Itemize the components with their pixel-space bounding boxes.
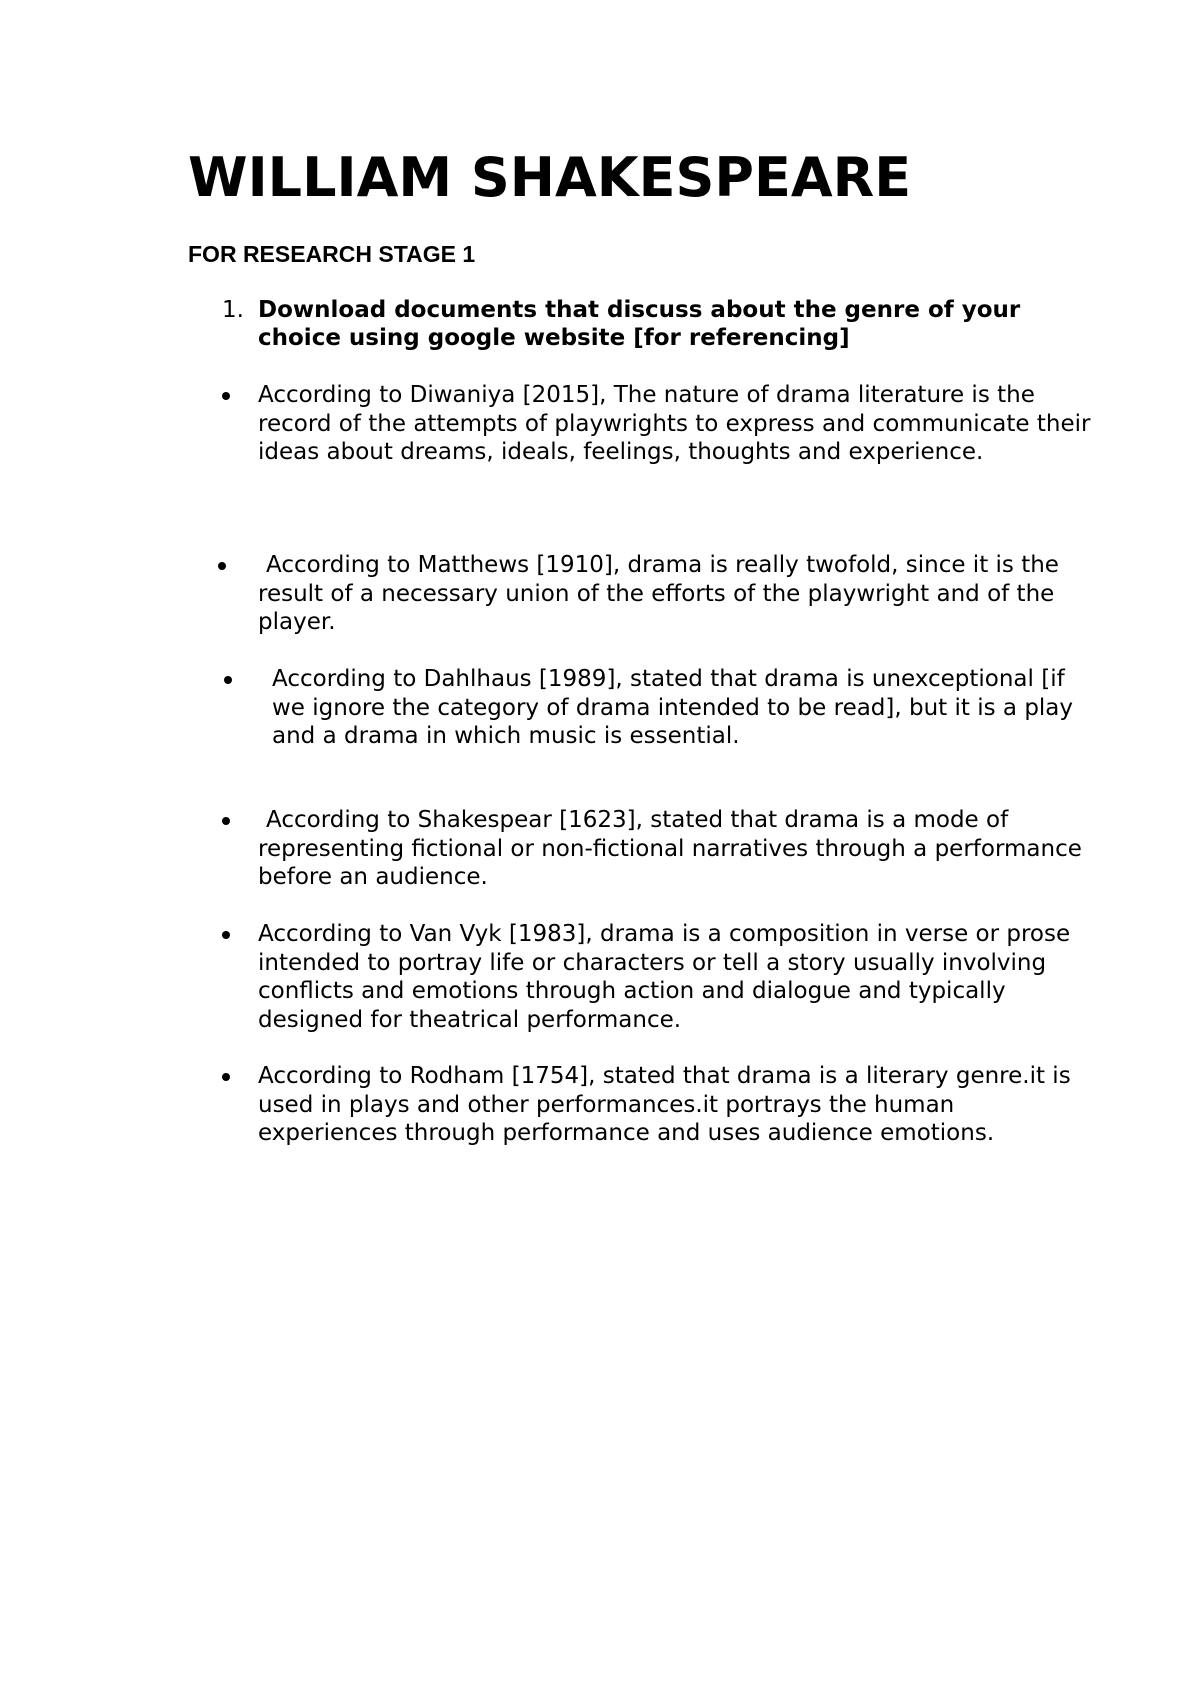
bullet-text: According to Dahlhaus [1989], stated that drama is unexceptional [if we ignore the category of drama intended to be read], but it is a play and a drama in which music is essential. (272, 666, 1074, 749)
bullet-icon (222, 931, 230, 939)
bullet-text: According to Diwaniya [2015], The nature of drama literature is the record of the attempts of playwrights to express and communicate their ideas about dreams, ideals, feelings, thoughts and experience. (258, 382, 1091, 465)
section-heading: FOR RESEARCH STAGE 1 (188, 241, 476, 267)
bullet-icon (222, 817, 230, 825)
item-text: Download documents that discuss about the genre of your choice using google website [for referencing] (258, 297, 1021, 351)
bullet-text: According to Van Vyk [1983], drama is a composition in verse or prose intended to portray life or characters or tell a story usually involving conflicts and emotions through action and dialogue and typically designed for theatrical performance. (258, 921, 1071, 1033)
bullet-text: According to Matthews [1910], drama is really twofold, since it is the result of a necessary union of the efforts of the playwright and of the player. (258, 552, 1059, 635)
document-title: WILLIAM SHAKESPEARE (188, 146, 912, 209)
bullet-item (258, 806, 1098, 892)
bullet-icon (222, 1073, 230, 1081)
bullet-icon (218, 562, 226, 570)
item-number: 1. (222, 297, 244, 323)
numbered-item (222, 296, 1052, 352)
bullet-icon (222, 392, 230, 400)
bullet-item (258, 1062, 1098, 1148)
bullet-item (258, 920, 1098, 1034)
bullet-icon (224, 676, 232, 684)
bullet-item (258, 551, 1098, 637)
bullet-item (272, 665, 1082, 751)
bullet-text: According to Rodham [1754], stated that drama is a literary genre.it is used in plays and other performances.it portrays the human experiences through performance and uses audience emotions. (258, 1063, 1071, 1146)
bullet-text: According to Shakespear [1623], stated that drama is a mode of representing fictional or non-fictional narratives through a performance before an audience. (258, 807, 1082, 890)
bullet-item (258, 381, 1098, 467)
